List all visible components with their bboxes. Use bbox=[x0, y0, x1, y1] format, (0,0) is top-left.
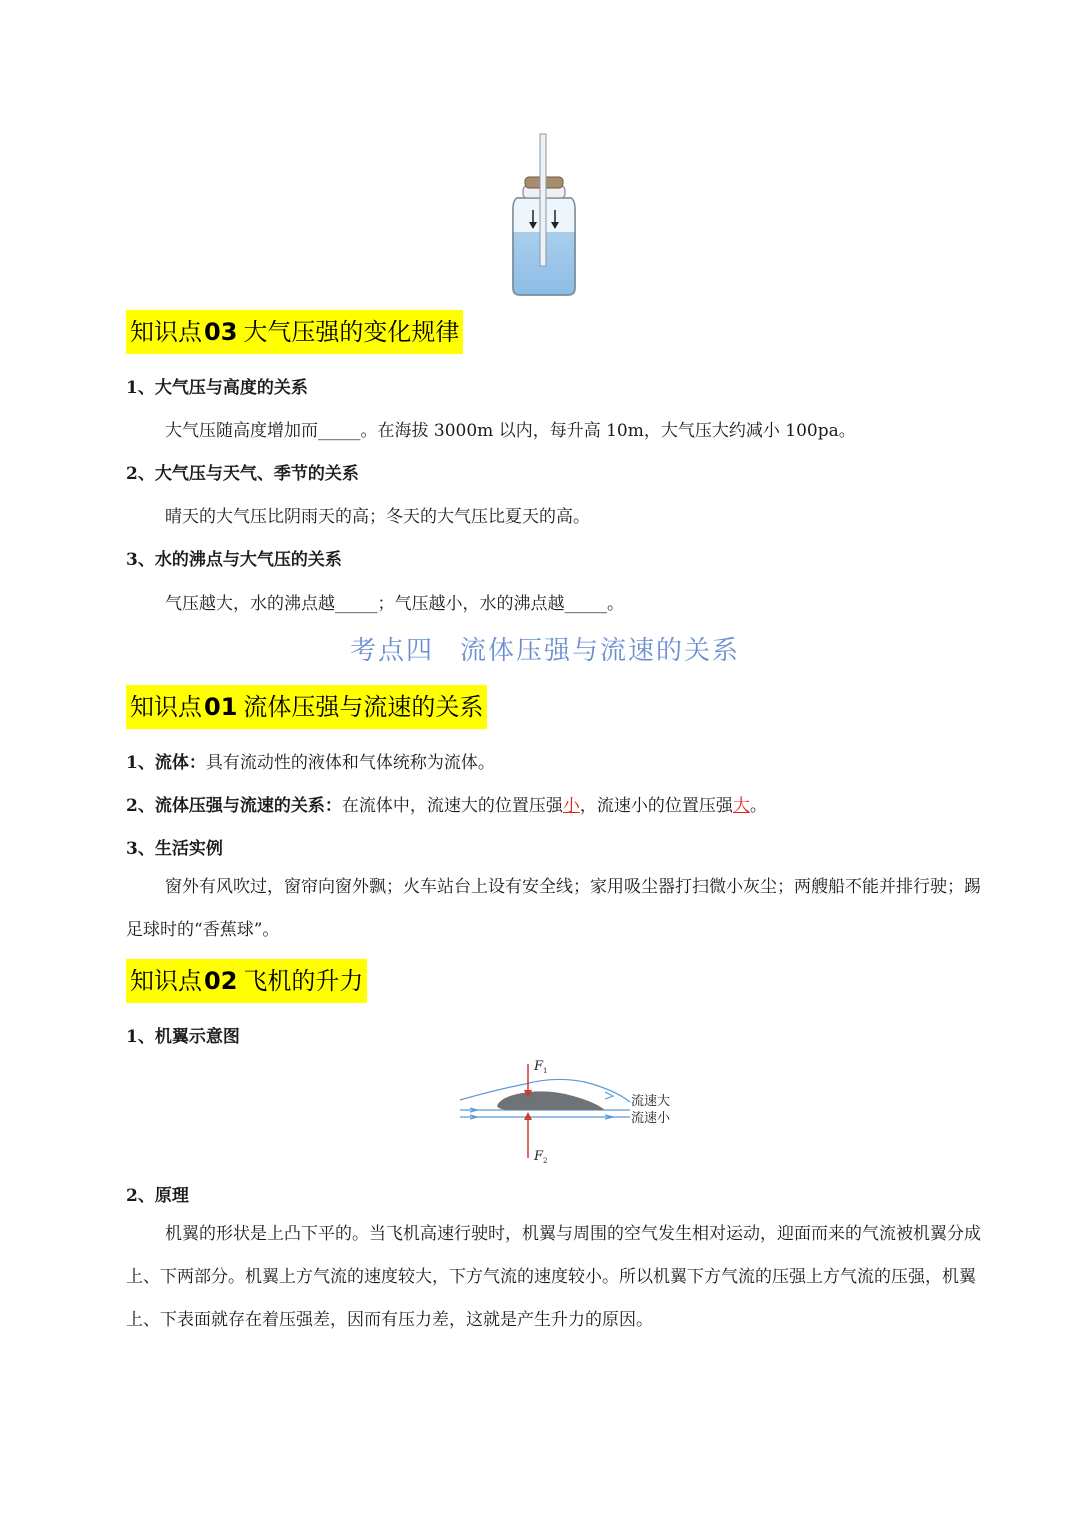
kp01-item2: 2、流体压强与流速的关系：在流体中，流速大的位置压强小，流速小的位置压强大。 bbox=[126, 796, 767, 816]
kp03-item1-heading: 1、大气压与高度的关系 bbox=[126, 378, 308, 398]
answer-small: 小 bbox=[562, 796, 580, 816]
kp03-heading: 知识点03 大气压强的变化规律 bbox=[126, 310, 463, 354]
answer-large: 大 bbox=[732, 796, 750, 816]
kp02-item2-heading: 2、原理 bbox=[126, 1186, 189, 1206]
svg-text:2: 2 bbox=[543, 1157, 548, 1165]
label-f2: F bbox=[534, 1149, 544, 1164]
section-title: 考点四 流体压强与流速的关系 bbox=[350, 636, 741, 666]
kp03-item2-heading: 2、大气压与天气、季节的关系 bbox=[126, 464, 359, 484]
kp02-principle-text: 机翼的形状是上凸下平的。当飞机高速行驶时，机翼与周围的空气发生相对运动，迎面而来的气流被机翼分成上、下两部分。机翼上方气流的速度较大，下方气流的速度较小。所以机翼下方气流的压强上方气流的压强，机翼上、下表面就存在着压强差，因而有压力差，这就是产生升力的原因。 bbox=[126, 1224, 981, 1330]
kp03-item3-heading: 3、水的沸点与大气压的关系 bbox=[126, 550, 342, 570]
svg-text:1: 1 bbox=[543, 1067, 548, 1075]
kp03-item1-text: 大气压随高度增加而_____。在海拔 3000m 以内，每升高 10m，大气压大约减小 100pa。 bbox=[165, 421, 856, 441]
label-f1: F bbox=[534, 1059, 544, 1074]
kp01-item1: 1、流体：具有流动性的液体和气体统称为流体。 bbox=[126, 753, 495, 773]
label-slow: 流速小 bbox=[631, 1111, 671, 1126]
label-fast: 流速大 bbox=[631, 1094, 671, 1109]
kp01-item3-heading: 3、生活实例 bbox=[126, 839, 223, 859]
kp01-heading: 知识点01 流体压强与流速的关系 bbox=[126, 685, 487, 729]
bottle-figure bbox=[505, 130, 585, 300]
kp02-item1-heading: 1、机翼示意图 bbox=[126, 1027, 240, 1047]
kp03-item3-text: 气压越大，水的沸点越_____；气压越小，水的沸点越_____。 bbox=[165, 594, 624, 614]
kp02-heading: 知识点02 飞机的升力 bbox=[126, 959, 367, 1003]
wing-diagram bbox=[455, 1052, 695, 1167]
kp01-item3-text: 窗外有风吹过，窗帘向窗外飘；火车站台上设有安全线；家用吸尘器打扫微小灰尘；两艘船不能并排行驶；踢足球时的“香蕉球”。 bbox=[126, 877, 981, 940]
kp03-item2-text: 晴天的大气压比阴雨天的高；冬天的大气压比夏天的高。 bbox=[165, 507, 590, 527]
